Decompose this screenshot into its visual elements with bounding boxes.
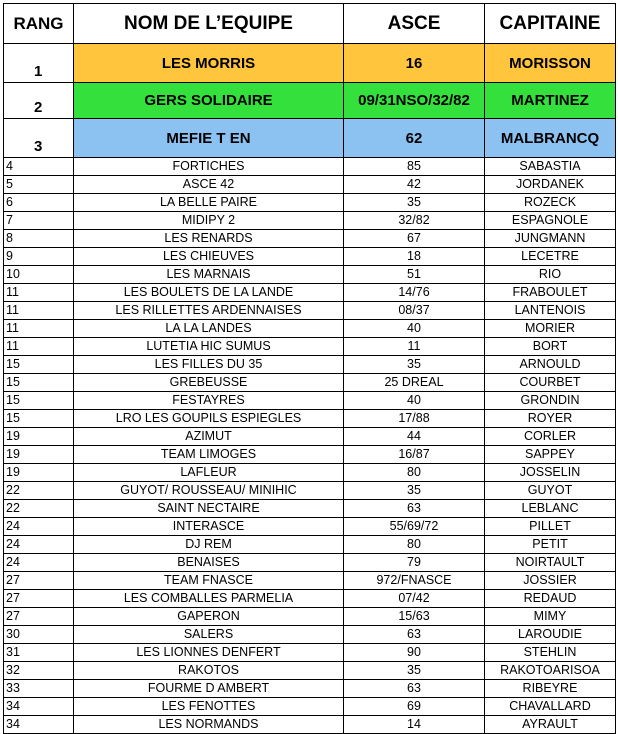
table-row (4, 590, 616, 608)
asce-cell: 35 (344, 482, 485, 500)
asce-cell: 85 (344, 158, 485, 176)
table-row (4, 644, 616, 662)
team-name-cell: MEFIE T EN (74, 119, 344, 158)
rank-cell: 8 (4, 230, 74, 248)
rank-cell: 19 (4, 464, 74, 482)
table-row (4, 392, 616, 410)
captain-cell: LAROUDIE (485, 626, 616, 644)
rank-cell: 15 (4, 392, 74, 410)
asce-cell: 11 (344, 338, 485, 356)
rank-cell: 10 (4, 266, 74, 284)
asce-cell: 07/42 (344, 590, 485, 608)
rank-cell: 27 (4, 590, 74, 608)
podium-row-second (4, 83, 616, 119)
table-row (4, 446, 616, 464)
captain-cell: FRABOULET (485, 284, 616, 302)
captain-cell: ARNOULD (485, 356, 616, 374)
captain-cell: ESPAGNOLE (485, 212, 616, 230)
rank-cell: 4 (4, 158, 74, 176)
asce-cell: 25 DREAL (344, 374, 485, 392)
team-name-cell: LES RENARDS (74, 230, 344, 248)
asce-cell: 62 (344, 119, 485, 158)
asce-cell: 16/87 (344, 446, 485, 464)
rank-cell: 33 (4, 680, 74, 698)
team-name-cell: LA LA LANDES (74, 320, 344, 338)
team-name-cell: MIDIPY 2 (74, 212, 344, 230)
team-name-cell: ASCE 42 (74, 176, 344, 194)
rank-cell: 19 (4, 446, 74, 464)
team-name-cell: LES CHIEUVES (74, 248, 344, 266)
rank-cell: 30 (4, 626, 74, 644)
captain-cell: ROYER (485, 410, 616, 428)
asce-cell: 16 (344, 44, 485, 83)
rank-cell: 2 (4, 83, 74, 119)
team-name-cell: GERS SOLIDAIRE (74, 83, 344, 119)
table-row (4, 482, 616, 500)
asce-cell: 63 (344, 680, 485, 698)
team-name-cell: SAINT NECTAIRE (74, 500, 344, 518)
rank-cell: 11 (4, 302, 74, 320)
team-name-cell: AZIMUT (74, 428, 344, 446)
table-row (4, 626, 616, 644)
asce-cell: 80 (344, 464, 485, 482)
table-row (4, 608, 616, 626)
asce-cell: 42 (344, 176, 485, 194)
asce-cell: 67 (344, 230, 485, 248)
asce-cell: 18 (344, 248, 485, 266)
captain-cell: MARTINEZ (485, 83, 616, 119)
team-name-cell: BENAISES (74, 554, 344, 572)
rank-cell: 34 (4, 698, 74, 716)
team-name-cell: LES LIONNES DENFERT (74, 644, 344, 662)
header-row (4, 4, 616, 44)
table-row (4, 500, 616, 518)
table-row (4, 374, 616, 392)
rank-cell: 15 (4, 356, 74, 374)
rank-cell: 24 (4, 554, 74, 572)
captain-cell: CORLER (485, 428, 616, 446)
captain-cell: LECETRE (485, 248, 616, 266)
captain-cell: SAPPEY (485, 446, 616, 464)
captain-cell: AYRAULT (485, 716, 616, 734)
rank-cell: 3 (4, 119, 74, 158)
asce-cell: 17/88 (344, 410, 485, 428)
captain-cell: RIBEYRE (485, 680, 616, 698)
table-row (4, 662, 616, 680)
table-row (4, 320, 616, 338)
asce-cell: 90 (344, 644, 485, 662)
captain-cell: SABASTIA (485, 158, 616, 176)
table-row (4, 194, 616, 212)
team-name-cell: LES NORMANDS (74, 716, 344, 734)
asce-cell: 40 (344, 320, 485, 338)
team-name-cell: GAPERON (74, 608, 344, 626)
team-name-cell: LES MORRIS (74, 44, 344, 83)
asce-cell: 32/82 (344, 212, 485, 230)
asce-cell: 08/37 (344, 302, 485, 320)
asce-cell: 40 (344, 392, 485, 410)
rank-cell: 19 (4, 428, 74, 446)
rank-cell: 31 (4, 644, 74, 662)
asce-cell: 69 (344, 698, 485, 716)
header-capitaine: CAPITAINE (485, 4, 616, 44)
rank-cell: 15 (4, 374, 74, 392)
team-name-cell: INTERASCE (74, 518, 344, 536)
header-asce: ASCE (344, 4, 485, 44)
team-name-cell: LUTETIA HIC SUMUS (74, 338, 344, 356)
captain-cell: MORISSON (485, 44, 616, 83)
rank-cell: 7 (4, 212, 74, 230)
rank-cell: 24 (4, 536, 74, 554)
team-name-cell: GUYOT/ ROUSSEAU/ MINIHIC (74, 482, 344, 500)
table-row (4, 518, 616, 536)
team-name-cell: TEAM FNASCE (74, 572, 344, 590)
table-row (4, 464, 616, 482)
table-row (4, 536, 616, 554)
team-name-cell: FESTAYRES (74, 392, 344, 410)
captain-cell: JORDANEK (485, 176, 616, 194)
captain-cell: CHAVALLARD (485, 698, 616, 716)
podium-row-first (4, 44, 616, 83)
team-name-cell: LAFLEUR (74, 464, 344, 482)
captain-cell: NOIRTAULT (485, 554, 616, 572)
table-row (4, 248, 616, 266)
table-row (4, 428, 616, 446)
asce-cell: 51 (344, 266, 485, 284)
asce-cell: 35 (344, 662, 485, 680)
asce-cell: 35 (344, 356, 485, 374)
rank-cell: 24 (4, 518, 74, 536)
team-name-cell: LES MARNAIS (74, 266, 344, 284)
rank-cell: 11 (4, 338, 74, 356)
table-row (4, 158, 616, 176)
rank-cell: 27 (4, 572, 74, 590)
table-row (4, 212, 616, 230)
captain-cell: PETIT (485, 536, 616, 554)
asce-cell: 14/76 (344, 284, 485, 302)
rank-cell: 34 (4, 716, 74, 734)
team-name-cell: LES FILLES DU 35 (74, 356, 344, 374)
rank-cell: 32 (4, 662, 74, 680)
asce-cell: 63 (344, 626, 485, 644)
header-nom: NOM DE L’EQUIPE (74, 4, 344, 44)
asce-cell: 15/63 (344, 608, 485, 626)
team-name-cell: DJ REM (74, 536, 344, 554)
team-name-cell: LES RILLETTES ARDENNAISES (74, 302, 344, 320)
rank-cell: 9 (4, 248, 74, 266)
rank-cell: 15 (4, 410, 74, 428)
captain-cell: JOSSIER (485, 572, 616, 590)
captain-cell: LANTENOIS (485, 302, 616, 320)
ranking-table (3, 3, 616, 734)
team-name-cell: LA BELLE PAIRE (74, 194, 344, 212)
header-rang: RANG (4, 4, 74, 44)
asce-cell: 09/31NSO/32/82 (344, 83, 485, 119)
asce-cell: 14 (344, 716, 485, 734)
team-name-cell: LES BOULETS DE LA LANDE (74, 284, 344, 302)
rank-cell: 11 (4, 320, 74, 338)
table-row (4, 680, 616, 698)
table-row (4, 698, 616, 716)
captain-cell: MIMY (485, 608, 616, 626)
asce-cell: 972/FNASCE (344, 572, 485, 590)
captain-cell: COURBET (485, 374, 616, 392)
team-name-cell: FOURME D AMBERT (74, 680, 344, 698)
rank-cell: 11 (4, 284, 74, 302)
team-name-cell: LES FENOTTES (74, 698, 344, 716)
captain-cell: MALBRANCQ (485, 119, 616, 158)
captain-cell: RAKOTOARISOA (485, 662, 616, 680)
table-row (4, 356, 616, 374)
table-row (4, 284, 616, 302)
table-row (4, 338, 616, 356)
table-row (4, 230, 616, 248)
team-name-cell: GREBEUSSE (74, 374, 344, 392)
table-row (4, 266, 616, 284)
captain-cell: MORIER (485, 320, 616, 338)
captain-cell: JUNGMANN (485, 230, 616, 248)
captain-cell: STEHLIN (485, 644, 616, 662)
captain-cell: BORT (485, 338, 616, 356)
team-name-cell: FORTICHES (74, 158, 344, 176)
captain-cell: REDAUD (485, 590, 616, 608)
table-row (4, 572, 616, 590)
captain-cell: GUYOT (485, 482, 616, 500)
asce-cell: 35 (344, 194, 485, 212)
team-name-cell: TEAM LIMOGES (74, 446, 344, 464)
captain-cell: RIO (485, 266, 616, 284)
rank-cell: 6 (4, 194, 74, 212)
table-row (4, 302, 616, 320)
table-row (4, 410, 616, 428)
asce-cell: 63 (344, 500, 485, 518)
rank-cell: 22 (4, 482, 74, 500)
rank-cell: 27 (4, 608, 74, 626)
table-row (4, 554, 616, 572)
asce-cell: 55/69/72 (344, 518, 485, 536)
captain-cell: LEBLANC (485, 500, 616, 518)
rank-cell: 5 (4, 176, 74, 194)
captain-cell: GRONDIN (485, 392, 616, 410)
captain-cell: JOSSELIN (485, 464, 616, 482)
asce-cell: 79 (344, 554, 485, 572)
rank-cell: 1 (4, 44, 74, 83)
team-name-cell: SALERS (74, 626, 344, 644)
rank-cell: 22 (4, 500, 74, 518)
captain-cell: PILLET (485, 518, 616, 536)
podium-row-third (4, 119, 616, 158)
asce-cell: 44 (344, 428, 485, 446)
team-name-cell: RAKOTOS (74, 662, 344, 680)
asce-cell: 80 (344, 536, 485, 554)
table-row (4, 176, 616, 194)
captain-cell: ROZECK (485, 194, 616, 212)
team-name-cell: LRO LES GOUPILS ESPIEGLES (74, 410, 344, 428)
team-name-cell: LES COMBALLES PARMELIA (74, 590, 344, 608)
